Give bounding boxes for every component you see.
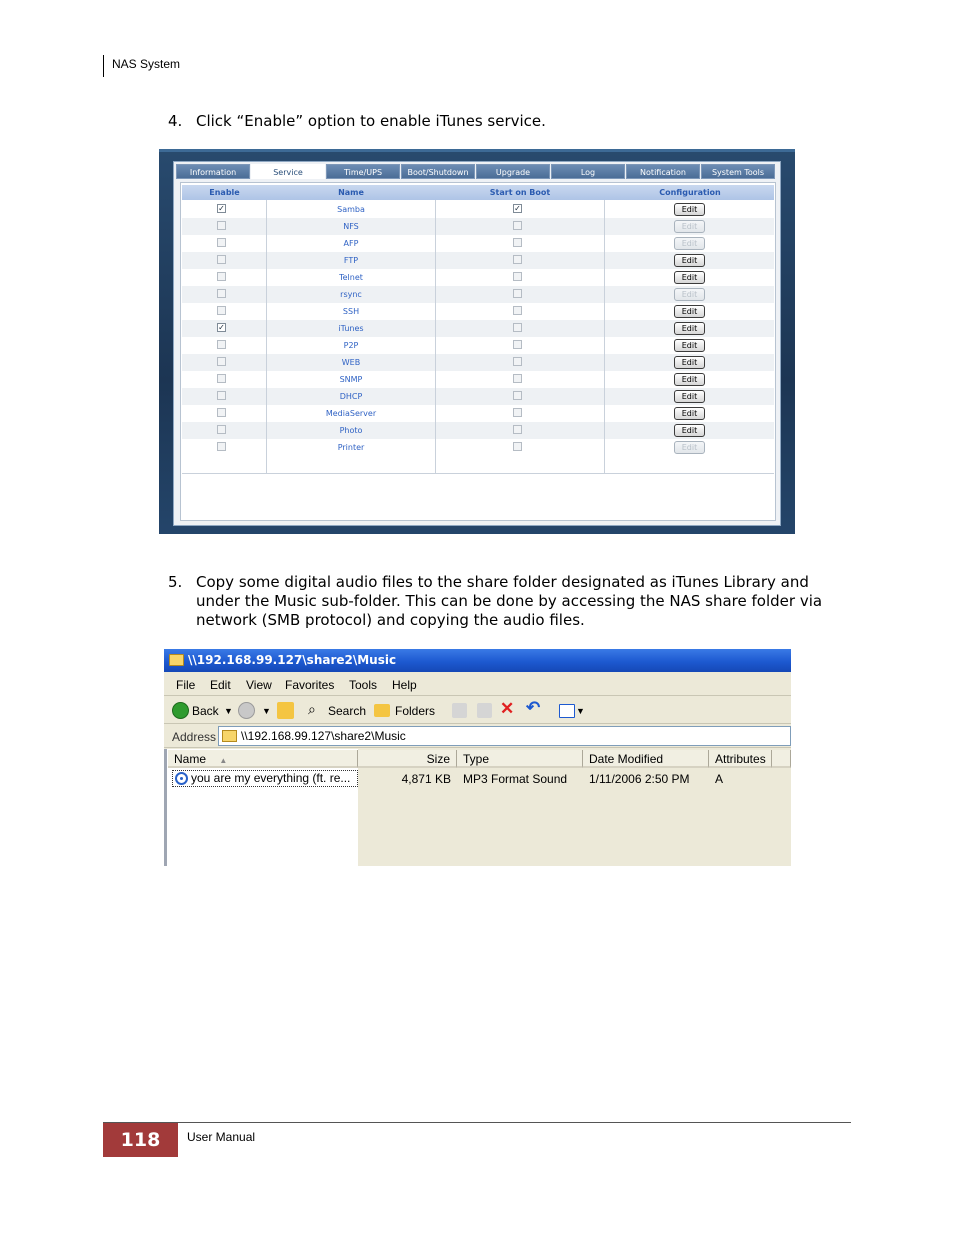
service-name: Telnet (339, 273, 363, 282)
tab-log[interactable]: Log (551, 164, 625, 179)
enable-checkbox[interactable] (217, 272, 226, 281)
tab-service[interactable]: Service (251, 164, 325, 179)
service-row (182, 405, 774, 422)
service-name: iTunes (338, 324, 364, 333)
file-size: 4,871 KB (401, 772, 451, 786)
file-item[interactable] (172, 770, 358, 787)
service-name: SSH (342, 307, 360, 316)
service-name: Printer (337, 443, 365, 452)
folders-button[interactable]: Folders (395, 704, 436, 718)
file-date-modified: 1/11/2006 2:50 PM (589, 772, 690, 786)
delete-icon[interactable]: ✕ (500, 699, 515, 718)
address-label: Address (172, 730, 217, 744)
edit-button[interactable]: Edit (674, 373, 705, 386)
edit-button[interactable]: Edit (674, 424, 705, 437)
col-enable: Enable (209, 188, 240, 197)
tab-system-tools[interactable]: System Tools (701, 164, 775, 179)
step-text: Click “Enable” option to enable iTunes service. (196, 112, 546, 130)
search-icon[interactable]: ⌕ (308, 701, 316, 717)
col-start-on-boot: Start on Boot (489, 188, 551, 197)
sort-ascending-icon: ▲ (219, 756, 228, 765)
column-divider (266, 200, 267, 473)
start-on-boot-checkbox[interactable] (513, 408, 522, 417)
edit-button[interactable]: Edit (674, 390, 705, 403)
enable-checkbox[interactable] (217, 255, 226, 264)
service-row (182, 320, 774, 337)
service-name: FTP (343, 256, 359, 265)
service-row (182, 354, 774, 371)
service-row (182, 286, 774, 303)
edit-button[interactable]: Edit (674, 322, 705, 335)
header-rule (103, 55, 104, 77)
file-type: MP3 Format Sound (463, 772, 568, 786)
step-text: Copy some digital audio files to the share folder designated as iTunes Library and under the Music sub-folder. This can be done by accessing the NAS share folder via network (SMB protocol) and copying the audio files. (196, 573, 823, 629)
start-on-boot-checkbox[interactable] (513, 221, 522, 230)
start-on-boot-checkbox[interactable] (513, 425, 522, 434)
edit-button[interactable]: Edit (674, 271, 705, 284)
footer-label: User Manual (187, 1130, 256, 1144)
start-on-boot-checkbox[interactable] (513, 306, 522, 315)
start-on-boot-checkbox[interactable] (513, 391, 522, 400)
col-header-extra (772, 750, 791, 768)
service-row (182, 422, 774, 439)
edit-button[interactable]: Edit (674, 203, 705, 216)
start-on-boot-checkbox[interactable]: ✓ (514, 204, 521, 213)
menu-help[interactable]: Help (392, 678, 417, 692)
service-row (182, 439, 774, 456)
address-value: \\192.168.99.127\share2\Music (241, 729, 406, 743)
start-on-boot-checkbox[interactable] (513, 255, 522, 264)
file-name: you are my everything (ft. re... (191, 771, 351, 785)
explorer-window (164, 649, 791, 866)
service-row (182, 371, 774, 388)
col-name: Name (338, 188, 364, 197)
back-button[interactable]: Back (192, 704, 219, 718)
enable-checkbox[interactable]: ✓ (218, 323, 225, 332)
enable-checkbox[interactable] (217, 289, 226, 298)
tab-information[interactable]: Information (176, 164, 250, 179)
service-row (182, 303, 774, 320)
window-title: \\192.168.99.127\share2\Music (188, 653, 397, 667)
toolbar (164, 698, 791, 724)
undo-icon[interactable]: ↶ (526, 698, 541, 717)
forward-arrow-icon[interactable] (238, 702, 255, 719)
col-header-size[interactable]: Size (358, 750, 457, 768)
enable-checkbox[interactable]: ✓ (218, 204, 225, 213)
window-top-line (159, 149, 795, 152)
service-row (182, 252, 774, 269)
folder-icon (222, 730, 237, 742)
window-title-bar[interactable] (164, 649, 791, 672)
menu-favorites[interactable]: Favorites (285, 678, 335, 692)
col-header-attributes[interactable]: Attributes (709, 750, 772, 768)
menu-edit[interactable]: Edit (210, 678, 231, 692)
service-name: Samba (337, 205, 365, 214)
enable-checkbox[interactable] (217, 408, 226, 417)
service-name: NFS (343, 222, 359, 231)
folder-icon (169, 654, 184, 666)
enable-checkbox[interactable] (217, 306, 226, 315)
views-icon[interactable] (559, 704, 575, 718)
copy-to-icon[interactable] (477, 703, 492, 718)
service-row (182, 269, 774, 286)
edit-button[interactable]: Edit (674, 407, 705, 420)
back-dropdown-icon[interactable]: ▼ (224, 706, 233, 716)
step-number: 5. (168, 573, 183, 591)
edit-button[interactable]: Edit (674, 254, 705, 267)
menu-tools[interactable]: Tools (349, 678, 378, 692)
service-row (182, 235, 774, 252)
service-name: MediaServer (325, 409, 377, 418)
edit-button[interactable]: Edit (674, 305, 705, 318)
menu-file[interactable]: File (176, 678, 196, 692)
enable-checkbox[interactable] (217, 425, 226, 434)
back-arrow-icon[interactable] (172, 702, 189, 719)
service-name: rsync (340, 290, 362, 299)
address-bar (164, 725, 791, 748)
search-button[interactable]: Search (328, 704, 367, 718)
start-on-boot-checkbox[interactable] (513, 374, 522, 383)
column-divider (604, 200, 605, 473)
tab-upgrade[interactable]: Upgrade (476, 164, 550, 179)
address-input[interactable] (218, 726, 791, 746)
col-header-date-modified[interactable]: Date Modified (583, 750, 709, 768)
edit-button[interactable]: Edit (674, 237, 705, 250)
start-on-boot-checkbox[interactable] (513, 340, 522, 349)
tab-boot-shutdown[interactable]: Boot/Shutdown (401, 164, 475, 179)
audio-file-icon (175, 772, 188, 785)
start-on-boot-checkbox[interactable] (513, 289, 522, 298)
menu-view[interactable]: View (246, 678, 272, 692)
start-on-boot-checkbox[interactable] (513, 323, 522, 332)
edit-button[interactable]: Edit (674, 339, 705, 352)
header-title: NAS System (112, 57, 181, 71)
edit-button[interactable]: Edit (674, 441, 705, 454)
nas-service-screenshot (159, 149, 795, 534)
move-to-icon[interactable] (452, 703, 467, 718)
table-bottom-line (182, 473, 774, 474)
service-name: AFP (343, 239, 359, 248)
enable-checkbox[interactable] (217, 442, 226, 451)
service-row (182, 218, 774, 235)
footer-rule (103, 1122, 851, 1123)
service-table (180, 182, 776, 521)
forward-dropdown-icon[interactable]: ▼ (262, 706, 271, 716)
service-name: SNMP (339, 375, 363, 384)
col-header-name[interactable] (168, 750, 358, 768)
tab-notification[interactable]: Notification (626, 164, 700, 179)
step-number: 4. (168, 112, 183, 130)
page-number: 118 (103, 1123, 178, 1157)
start-on-boot-checkbox[interactable] (513, 238, 522, 247)
service-name: WEB (341, 358, 361, 367)
edit-button[interactable]: Edit (674, 220, 705, 233)
service-name: DHCP (339, 392, 363, 401)
start-on-boot-checkbox[interactable] (513, 272, 522, 281)
enable-checkbox[interactable] (217, 238, 226, 247)
edit-button[interactable]: Edit (674, 356, 705, 369)
tab-time-ups[interactable]: Time/UPS (326, 164, 400, 179)
enable-checkbox[interactable] (217, 374, 226, 383)
service-name: P2P (343, 341, 359, 350)
col-header-type[interactable]: Type (457, 750, 583, 768)
enable-checkbox[interactable] (217, 221, 226, 230)
col-configuration: Configuration (659, 188, 721, 197)
service-row (182, 388, 774, 405)
enable-checkbox[interactable] (217, 391, 226, 400)
start-on-boot-checkbox[interactable] (513, 357, 522, 366)
edit-button[interactable]: Edit (674, 288, 705, 301)
folders-icon[interactable] (374, 704, 390, 717)
enable-checkbox[interactable] (217, 340, 226, 349)
column-divider (435, 200, 436, 473)
service-row (182, 337, 774, 354)
admin-panel (173, 161, 781, 526)
enable-checkbox[interactable] (217, 357, 226, 366)
views-dropdown-icon[interactable]: ▼ (576, 706, 585, 716)
table-header (182, 185, 774, 200)
start-on-boot-checkbox[interactable] (513, 442, 522, 451)
service-row (182, 201, 774, 218)
file-attributes: A (715, 772, 724, 786)
col-header-name-label: Name (174, 752, 207, 766)
service-name: Photo (339, 426, 363, 435)
folder-up-icon[interactable] (277, 702, 294, 719)
menu-bar (164, 673, 791, 696)
